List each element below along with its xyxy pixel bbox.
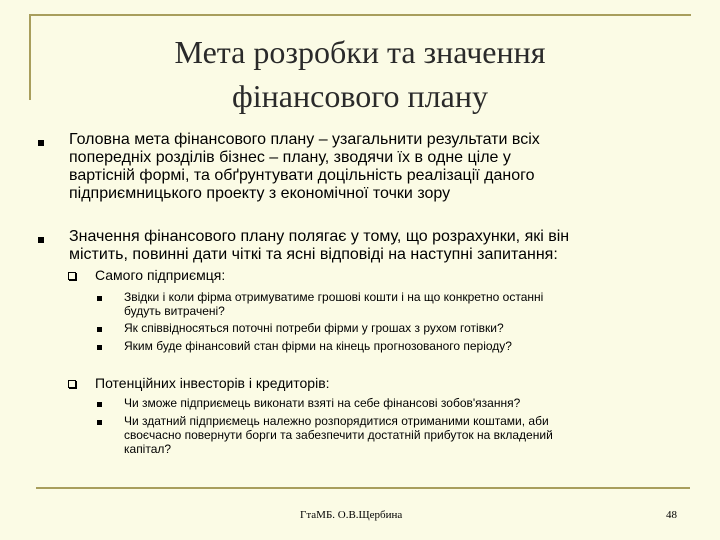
item-marker — [97, 296, 102, 301]
title-line-1: Мета розробки та значення — [174, 34, 546, 70]
item-marker — [97, 420, 102, 425]
list-item — [124, 414, 553, 456]
text-line: Значення фінансового плану полягає у тому, що розрахунки, які він — [69, 228, 570, 245]
item-marker — [97, 327, 102, 332]
item-marker — [97, 402, 102, 407]
list-item — [124, 339, 512, 353]
frame-left-line — [29, 14, 31, 100]
text-line: Як співвідносяться поточні потреби фірми у грошах з рухом готівки? — [124, 321, 504, 335]
text-line: попередніх розділів бізнес – плану, зводячи їх в одне ціле у — [69, 149, 511, 166]
bullet-marker — [38, 140, 44, 146]
bullet-text-importance — [69, 228, 569, 264]
text-line: підприємницького проекту з економічної точки зору — [69, 185, 451, 202]
text-line: містить, повинні дати чіткі та ясні відповіді на наступні запитання: — [69, 246, 558, 263]
bullet-text-goal — [69, 131, 540, 203]
sub-heading-entrepreneur: Самого підприємця: — [95, 267, 226, 283]
text-line: вартісній формі, та обґрунтувати доцільність реалізації даного — [69, 167, 535, 184]
sub-bullet-marker — [68, 272, 76, 280]
text-line: Головна мета фінансового плану – узагальнити результати всіх — [69, 131, 540, 148]
text-line: Яким буде фінансовий стан фірми на кінець прогнозованого періоду? — [124, 339, 512, 353]
page-number: 48 — [666, 509, 677, 521]
footer-line — [36, 487, 690, 489]
bullet-marker — [38, 237, 44, 243]
frame-top-line — [29, 14, 691, 16]
text-line: будуть витрачені? — [124, 304, 225, 318]
item-marker — [97, 345, 102, 350]
list-item — [124, 290, 543, 318]
title-line-2: фінансового плану — [232, 78, 488, 114]
text-line: Звідки і коли фірма отримуватиме грошові кошти і на що конкретно останні — [124, 290, 544, 304]
text-line: капітал? — [124, 442, 172, 456]
sub-bullet-marker — [68, 380, 76, 388]
text-line: Чи зможе підприємець виконати взяті на себе фінансові зобов'язання? — [124, 396, 521, 410]
text-line: Чи здатний підприємець належно розпорядитися отриманими коштами, аби — [124, 414, 549, 428]
slide-title — [60, 30, 660, 118]
text-line: своєчасно повернути борги та забезпечити достатній прибуток на вкладений — [124, 428, 553, 442]
sub-heading-investors: Потенційних інвесторів і кредиторів: — [95, 375, 330, 391]
list-item — [124, 321, 504, 335]
footer-author: ГтаМБ. О.В.Щербина — [300, 509, 403, 521]
list-item — [124, 396, 520, 410]
